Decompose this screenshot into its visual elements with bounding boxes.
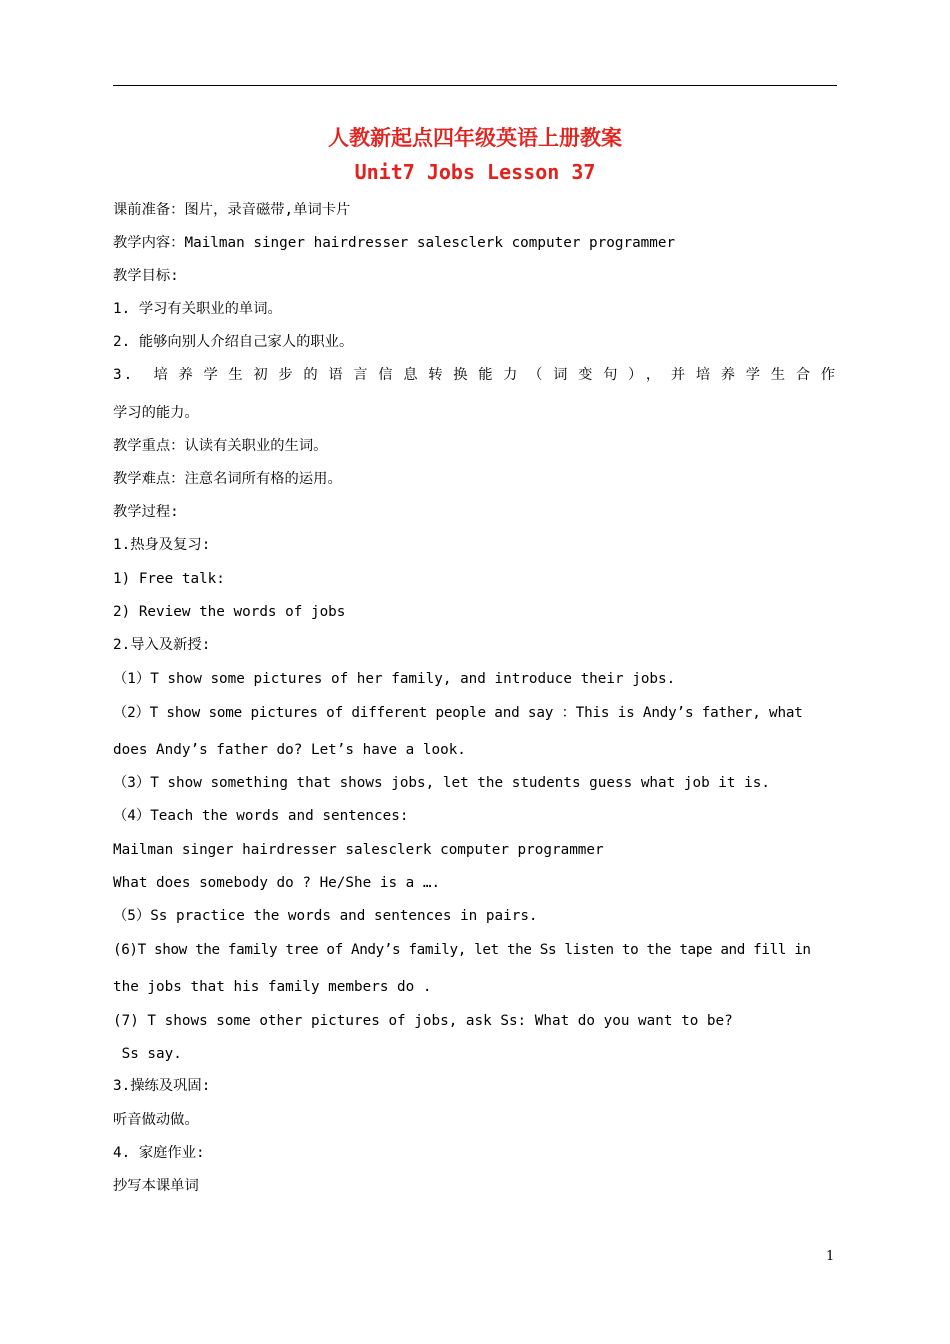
text-line: What does somebody do ? He/She is a ….: [113, 875, 441, 891]
text-line: 教学内容：Mailman singer hairdresser salesclerk computer programmer: [113, 235, 676, 251]
text-line: 3. 培养学生初步的语言信息转换能力（词变句），并培养学生合作: [113, 367, 837, 383]
text-line: 教学目标:: [113, 268, 179, 284]
header-rule: [113, 85, 837, 86]
text-line: 学习的能力。: [113, 405, 199, 421]
text-line: 1. 学习有关职业的单词。: [113, 301, 282, 317]
text-line: 2) Review the words of jobs: [113, 604, 346, 620]
text-line: 3.操练及巩固:: [113, 1078, 211, 1094]
text-line: 2.导入及新授:: [113, 637, 211, 653]
page-number: 1: [826, 1249, 835, 1264]
text-line: （2）T show some pictures of different people and say ：This is Andy’s father, what: [113, 705, 803, 721]
text-line: does Andy’s father do? Let’s have a look.: [113, 742, 466, 758]
text-line: （4）Teach the words and sentences:: [113, 808, 409, 824]
text-line: 听音做动做。: [113, 1112, 199, 1128]
text-line: the jobs that his family members do .: [113, 979, 432, 995]
text-line: 课前准备：图片，录音磁带,单词卡片: [113, 202, 351, 218]
text-line: （3）T show something that shows jobs, let the students guess what job it is.: [113, 775, 770, 791]
text-line: Ss say.: [113, 1046, 182, 1062]
text-line: (7) T shows some other pictures of jobs, ask Ss: What do you want to be?: [113, 1013, 733, 1029]
text-line: 教学难点：注意名词所有格的运用。: [113, 471, 342, 487]
text-line: 2. 能够向别人介绍自己家人的职业。: [113, 334, 354, 350]
text-line: （5）Ss practice the words and sentences in pairs.: [113, 908, 538, 924]
text-line: （1）T show some pictures of her family, and introduce their jobs.: [113, 671, 676, 687]
text-line: 1) Free talk:: [113, 571, 225, 587]
text-line: Mailman singer hairdresser salesclerk computer programmer: [113, 842, 604, 858]
text-line: (6)T show the family tree of Andy’s family, let the Ss listen to the tape and fill in: [113, 942, 811, 958]
text-line: 4. 家庭作业:: [113, 1145, 205, 1161]
document-title: 人教新起点四年级英语上册教案: [328, 125, 622, 150]
document-subtitle: Unit7 Jobs Lesson 37: [354, 160, 596, 184]
text-line: 抄写本课单词: [113, 1178, 199, 1194]
text-line: 1.热身及复习:: [113, 537, 211, 553]
text-line: 教学重点：认读有关职业的生词。: [113, 438, 328, 454]
text-line: 教学过程:: [113, 504, 179, 520]
